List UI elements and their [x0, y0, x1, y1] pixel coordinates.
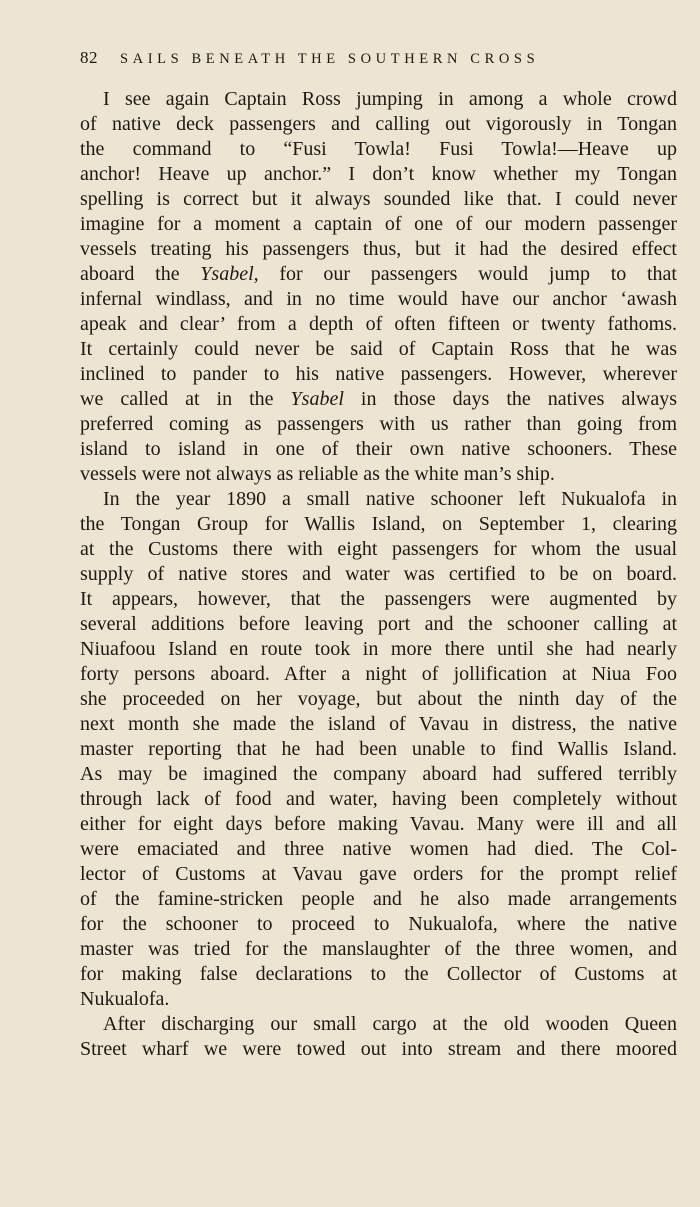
paragraph — [80, 1012, 677, 1062]
ship-name: Ysabel, — [200, 263, 259, 285]
text-line: preferred coming as passengers with us rather than going from — [80, 413, 677, 435]
running-header — [80, 46, 646, 71]
text-line: infernal windlass, and in no time would have our anchor ‘awash — [80, 288, 677, 310]
text-fragment: aboard the — [80, 263, 201, 285]
text-line: vessels were not always as reliable as the white man’s ship. — [80, 463, 555, 485]
text-line: In the year 1890 a small native schooner left Nukualofa in — [103, 488, 677, 510]
text-line: lector of Customs at Vavau gave orders for the prompt relief — [80, 863, 677, 885]
text-line: at the Customs there with eight passengers for whom the usual — [80, 538, 677, 560]
body-text — [80, 87, 677, 1062]
text-line: It appears, however, that the passengers were augmented by — [80, 588, 677, 610]
text-line: for making false declarations to the Collector of Customs at — [80, 963, 677, 985]
text-line: I see again Captain Ross jumping in among a whole crowd — [103, 88, 677, 110]
paragraph — [80, 487, 677, 1012]
text-line: It certainly could never be said of Captain Ross that he was — [80, 338, 677, 360]
text-fragment: we called at in the — [80, 388, 291, 410]
running-title: SAILS BENEATH THE SOUTHERN CROSS — [120, 51, 540, 67]
page-number: 82 — [80, 48, 98, 67]
text-line: apeak and clear’ from a depth of often fifteen or twenty fathoms. — [80, 313, 677, 335]
text-line: she proceeded on her voyage, but about the ninth day of the — [80, 688, 677, 710]
text-line: next month she made the island of Vavau in distress, the native — [80, 713, 677, 735]
text-line: for the schooner to proceed to Nukualofa, where the native — [80, 913, 677, 935]
text-line: forty persons aboard. After a night of jollification at Niua Foo — [80, 663, 677, 685]
paragraph — [80, 87, 677, 487]
text-line: Nukualofa. — [80, 988, 170, 1010]
text-line: the Tongan Group for Wallis Island, on September 1, clearing — [80, 513, 677, 535]
text-line: spelling is correct but it always sounded like that. I could never — [80, 188, 677, 210]
text-fragment: in those days the natives always — [343, 388, 677, 410]
text-line: either for eight days before making Vavau. Many were ill and all — [80, 813, 677, 835]
text-line: the command to “Fusi Towla! Fusi Towla!—Heave up — [80, 138, 677, 160]
text-line: were emaciated and three native women had died. The Col- — [80, 838, 677, 860]
text-line: several additions before leaving port and the schooner calling at — [80, 613, 677, 635]
text-line — [80, 387, 677, 412]
text-line: vessels treating his passengers thus, but it had the desired effect — [80, 238, 677, 260]
text-line: After discharging our small cargo at the old wooden Queen — [103, 1013, 677, 1035]
text-line: of native deck passengers and calling out vigorously in Tongan — [80, 113, 677, 135]
text-line: master was tried for the manslaughter of the three women, and — [80, 938, 677, 960]
text-line: through lack of food and water, having been completely without — [80, 788, 677, 810]
ship-name: Ysabel — [290, 388, 344, 410]
text-line: imagine for a moment a captain of one of our modern passenger — [80, 213, 677, 235]
text-line: As may be imagined the company aboard had suffered terribly — [80, 763, 677, 785]
text-line: island to island in one of their own native schooners. These — [80, 438, 677, 460]
text-line: Niuafoou Island en route took in more there until she had nearly — [80, 638, 677, 660]
text-line: master reporting that he had been unable to find Wallis Island. — [80, 738, 677, 760]
text-line: supply of native stores and water was certified to be on board. — [80, 563, 677, 585]
text-line: inclined to pander to his native passengers. However, wherever — [80, 363, 677, 385]
text-line: anchor! Heave up anchor.” I don’t know whether my Tongan — [80, 163, 677, 185]
text-line — [80, 262, 677, 287]
text-line: of the famine-stricken people and he also made arrangements — [80, 888, 677, 910]
text-line: Street wharf we were towed out into stream and there moored — [80, 1038, 677, 1060]
text-fragment: for our passengers would jump to that — [258, 263, 677, 285]
